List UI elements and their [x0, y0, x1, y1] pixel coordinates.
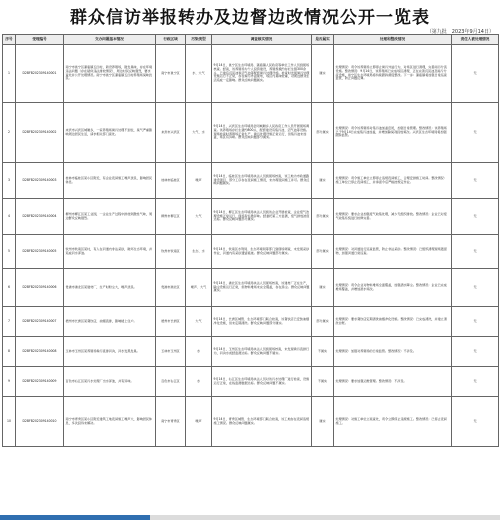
cell-investigation: 9月14日，兴宾区生态环境局会同城厢乡人民政府工作人员开展现场调查。该养殖场存栏生猪约800头，配套建设有集污池、沼气池等设施。现场检查时养殖场正常生产，粪污处理设施正常运行，但集污池未加盖，场区有异味。群众反映问题部分属实。 [212, 103, 312, 163]
cell-region: 玉林市玉州区 [156, 337, 186, 367]
col-header-no: 序号 [3, 35, 16, 45]
col-header-true: 是否属实 [312, 35, 334, 45]
cell-id: D2BFB202309140008 [16, 337, 64, 367]
cell-region: 来宾市兴宾区 [156, 103, 186, 163]
cell-true: 不属实 [312, 337, 334, 367]
cell-punish: 无 [452, 103, 499, 163]
cell-punish: 无 [452, 45, 499, 103]
cell-investigation: 9月14日，右江区生态环境局执法人员对该污水处理厂进行检查，设施运行正常，在线监测数据达标。群众反映问题不属实。 [212, 367, 312, 397]
cell-type: 大气 [186, 307, 212, 337]
batch-date: （第九批 2023年9月14日） [426, 29, 494, 35]
cell-true: 属实 [312, 45, 334, 103]
cell-issue: 柳州市柳江区某工业园，一企业生产过程中排放刺激性气味，周边群众反映强烈。 [64, 199, 156, 235]
table-row [3, 307, 499, 337]
cell-investigation: 9月14日，长洲区城管、生态环境部门联合检查，该餐饮店已安装油烟净化设施，但未定期清洗。群众反映问题部分属实。 [212, 307, 312, 337]
table-row [3, 337, 499, 367]
disclosure-table [2, 34, 499, 447]
cell-region: 南宁市青秀区 [156, 397, 186, 447]
table-row [3, 235, 499, 269]
col-header-region: 行政区域 [156, 35, 186, 45]
cell-result: 处理情况：责令施工单位立即停止违规夜间施工，合理安排施工时间。整改情况：施工单位已停止夜间施工，并承诺今后严格按规定作业。 [334, 163, 452, 199]
cell-punish: 无 [452, 269, 499, 307]
cell-investigation: 9月14日，邕宁区生态环境局、蒲庙镇人民政府等单位工作人员到现场核查。经查，该养殖场为个人投资建设，养殖规模约存栏生猪300余头，已建有沉淀池和沼气池等配套粪污处理设施。检查时发现粪污处理设施运行不正常，存在粪污外溢现象，场区内臭味较重，对周边群众生活造成一定影响。群众反映问题属实。 [212, 45, 312, 103]
cell-result: 处理情况：要求加强运维管理。整改情况：不涉及。 [334, 367, 452, 397]
cell-id: D2BFB202309140002 [16, 103, 64, 163]
cell-no: 3 [3, 163, 16, 199]
cell-result: 处理情况：要求企业加强废气收集处理，减少无组织排放。整改情况：企业已对废气收集系统进行检修完善。 [334, 199, 452, 235]
cell-result: 处理情况：对河道进行巡查监管，防止非法采砂。整改情况：已组织清理现场遗留物，加强河道日常巡查。 [334, 235, 452, 269]
cell-no: 2 [3, 103, 16, 163]
cell-no: 1 [3, 45, 16, 103]
cell-result: 处理情况：责令该养殖场立即停止粪污外溢行为，对场区进行清理，完善雨污分流设施。整改情况：9月14日，该养殖场已完成场区清理，正在完善沉淀池及雨污分流设施，邕宁区生态环境局将持续跟踪督促整改。下一步：蒲庙镇将加强日常巡查监管，防止问题反弹。 [334, 45, 452, 103]
table-row [3, 269, 499, 307]
col-header-id: 受理编号 [16, 35, 64, 45]
col-header-investigation: 调查核实情况 [212, 35, 312, 45]
cell-true: 属实 [312, 397, 334, 447]
cell-true: 部分属实 [312, 235, 334, 269]
cell-issue: 玉林市玉州区某养殖场粪污直排河沟，河水发黑发臭。 [64, 337, 156, 367]
cell-result: 处理情况：对施工单位立案查处，责令立即停止违规施工。整改情况：已停止夜间施工。 [334, 397, 452, 447]
cell-region: 柳州市柳江区 [156, 199, 186, 235]
cell-issue: 南宁市邕宁区蒲庙镇五四村，新设养殖场，散发臭味，存在环境违法问题（存在疑似违法排放情况），周边村民反映强烈，要求查处并公开处理情况。南宁市邕宁区蒲庙镇五四村养殖场臭味扰民。 [64, 45, 156, 103]
cell-id: D2BFB202309140010 [16, 397, 64, 447]
cell-result: 处理情况：加强对养殖场的日常监管。整改情况：不涉及。 [334, 337, 452, 367]
cell-no: 8 [3, 337, 16, 367]
cell-id: D2BFB202309140007 [16, 307, 64, 337]
cell-issue: 贵港市港北区某建材厂，生产时粉尘大，噪声扰民。 [64, 269, 156, 307]
cell-region: 南宁市邕宁区 [156, 45, 186, 103]
cell-punish: 无 [452, 235, 499, 269]
cell-type: 水、大气 [186, 45, 212, 103]
cell-true: 部分属实 [312, 199, 334, 235]
col-header-punish: 责任人被处理情况 [452, 35, 499, 45]
cell-true: 不属实 [312, 367, 334, 397]
table-row [3, 397, 499, 447]
cell-investigation: 9月14日，青秀区城管、生态环境部门联合检查，该工地存在夜间违规施工情况。群众反映问题属实。 [212, 397, 312, 447]
col-header-issue: 交办问题基本情况 [64, 35, 156, 45]
cell-region: 钦州市钦南区 [156, 235, 186, 269]
cell-type: 大气、水 [186, 103, 212, 163]
cell-issue: 南宁市青秀区某小区附近建筑工地夜间施工噪声大，影响居民休息，多次投诉未解决。 [64, 397, 156, 447]
cell-no: 4 [3, 199, 16, 235]
cell-issue: 百色市右江区某污水处理厂出水浑浊，并有异味。 [64, 367, 156, 397]
cell-no: 5 [3, 235, 16, 269]
cell-punish: 无 [452, 367, 499, 397]
table-header-row [3, 35, 499, 45]
cell-result: 处理情况：要求餐饮店定期清洗油烟净化设施。整改情况：已完成清洗，并建立清洗台账。 [334, 307, 452, 337]
col-header-type: 污染类型 [186, 35, 212, 45]
cell-result: 处理情况：责令企业对物料堆场全面覆盖，加强洒水降尘。整改情况：企业已完成堆场覆盖，并增加洒水频次。 [334, 269, 452, 307]
cell-type: 水 [186, 337, 212, 367]
cell-no: 7 [3, 307, 16, 337]
cell-punish: 无 [452, 307, 499, 337]
footer-bar [0, 515, 500, 520]
cell-no: 10 [3, 397, 16, 447]
cell-type: 水 [186, 367, 212, 397]
table-row [3, 163, 499, 199]
cell-investigation: 9月14日，玉州区生态环境局执法人员到现场核查，未发现粪污直排行为，河沟水质经监测达标。群众反映问题不属实。 [212, 337, 312, 367]
cell-id: D2BFB202309140005 [16, 235, 64, 269]
table-row [3, 45, 499, 103]
cell-type: 噪声 [186, 163, 212, 199]
table-row [3, 199, 499, 235]
cell-result: 处理情况：责令该养殖场对集污池加盖密闭，加强日常管理。整改情况：该养殖场已于9月14日完成集污池加盖，并增加除臭剂投放频次。兴宾区生态环境局将加强跟踪监管。 [334, 103, 452, 163]
cell-id: D2BFB202309140004 [16, 199, 64, 235]
cell-type: 噪声、大气 [186, 269, 212, 307]
cell-id: D2BFB202309140001 [16, 45, 64, 103]
cell-investigation: 9月14日，钦南区水利局、生态环境局等部门到现场调查，未发现采砂作业，河道内有采砂遗留痕迹。群众反映问题部分属实。 [212, 235, 312, 269]
cell-region: 贵港市港北区 [156, 269, 186, 307]
cell-no: 6 [3, 269, 16, 307]
cell-true: 部分属实 [312, 307, 334, 337]
cell-id: D2BFB202309140006 [16, 269, 64, 307]
cell-true: 属实 [312, 163, 334, 199]
table-row [3, 103, 499, 163]
cell-issue: 来宾市兴宾区城厢乡，一家养殖场粪污处理不到位，臭气严重影响周边居民生活，请求相关部门查处。 [64, 103, 156, 163]
cell-issue: 梧州市长洲区某餐饮店，油烟直排，影响楼上住户。 [64, 307, 156, 337]
cell-investigation: 9月14日，临桂区生态环境局执法人员到现场核查，该工地为市政道路建设项目，部分工序存在夜间施工情况，未办理夜间施工许可。群众反映问题属实。 [212, 163, 312, 199]
page-title: 群众信访举报转办及边督边改情况公开一览表 [70, 8, 430, 28]
cell-punish: 无 [452, 163, 499, 199]
cell-punish: 无 [452, 397, 499, 447]
cell-true: 属实 [312, 269, 334, 307]
cell-no: 9 [3, 367, 16, 397]
cell-true: 部分属实 [312, 103, 334, 163]
cell-region: 桂林市临桂区 [156, 163, 186, 199]
cell-investigation: 9月14日，柳江区生态环境局执法人员到该企业开展检查，企业废气治理设施正常运行，现场有轻微异味。经委托第三方监测，废气排放浓度达标。群众反映问题部分属实。 [212, 199, 312, 235]
cell-issue: 钦州市钦南区某村，有人在河道内非法采砂，破坏生态环境，并造成河水浑浊。 [64, 235, 156, 269]
col-header-result: 处理和整改情况 [334, 35, 452, 45]
cell-type: 生态、水 [186, 235, 212, 269]
table-row [3, 367, 499, 397]
cell-type: 大气 [186, 199, 212, 235]
cell-type: 噪声 [186, 397, 212, 447]
cell-id: D2BFB202309140009 [16, 367, 64, 397]
cell-issue: 桂林市临桂区某小区附近，有企业夜间施工噪声扰民，影响居民休息。 [64, 163, 156, 199]
cell-region: 百色市右江区 [156, 367, 186, 397]
cell-punish: 无 [452, 199, 499, 235]
cell-investigation: 9月14日，港北区生态环境局执法人员现场核查，该建材厂正在生产，除尘设施运行正常，但物料堆场未完全覆盖，存在扬尘。群众反映问题属实。 [212, 269, 312, 307]
cell-punish: 无 [452, 337, 499, 367]
cell-region: 梧州市长洲区 [156, 307, 186, 337]
cell-id: D2BFB202309140003 [16, 163, 64, 199]
